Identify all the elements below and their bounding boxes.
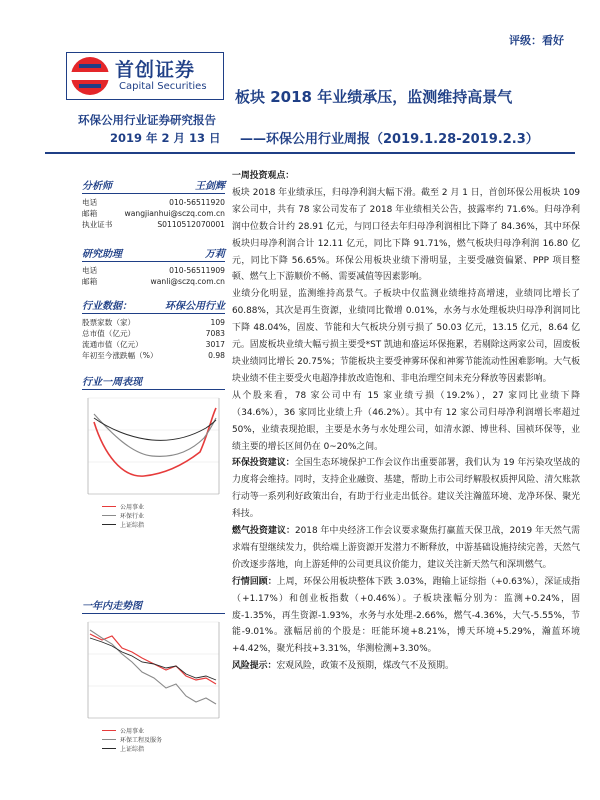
assistant-heading xyxy=(82,246,225,262)
paragraph-stocks: 从个股来看，78 家公司中有 15 家业绩亏损（19.2%），27 家同比业绩下降（34.6%），36 家同比业绩上升（46.2%）。其中有 12 家公司归母净利润增长率超过 50%，业绩表现抢眼，主要是水务与水处理公司，如清水源、博世科、国祯环保等，业绩主要的增长区间仍在 0~20%之间。 xyxy=(232,390,580,452)
industry-label: 行业数据： xyxy=(82,301,132,312)
risk-label: 风险提示： xyxy=(232,661,277,672)
analyst-email[interactable]: wangjianhui@sczq.com.cn xyxy=(124,209,225,218)
logo-chinese-name: 首创证券 xyxy=(115,59,196,81)
industry-heading xyxy=(82,298,225,314)
market-review-text: 上周，环保公用板块整体下跌 3.03%，跑输上证综指（+0.63%），深证成指（+1.17%）和创业板指数（+0.46%）。子板块涨幅分别为：监测+0.24%，固废-1.35%，再生资源-1.93%，水务与水处理-2.66%，燃气-4.36%，大气-5.55%，节能-9.01%。涨幅居前的个股是：旺能环境+8.21%，博天环境+5.29%，瀚蓝环境+4.42%，聚光科技+3.31%，华测检测+3.30%。 xyxy=(232,576,580,655)
industry-data-block xyxy=(82,298,225,361)
legend-label: 公用事业 xyxy=(120,504,145,511)
assistant-phone-row xyxy=(82,265,225,276)
analyst-name: 王剑辉 xyxy=(195,181,225,192)
week-line-shanghai-index xyxy=(94,418,216,440)
assistant-name: 万莉 xyxy=(205,249,225,260)
field-label: 邮箱 xyxy=(82,277,98,286)
week-chart-legend xyxy=(102,502,144,529)
analyst-email-row xyxy=(82,208,225,219)
report-date: 2019 年 2 月 13 日 xyxy=(110,131,221,145)
rating-label: 评级：看好 xyxy=(509,34,564,47)
assistant-phone: 010-56511909 xyxy=(169,266,225,275)
legend-label: 上证综指 xyxy=(120,522,145,529)
investment-view-heading: 一周投资观点： xyxy=(232,171,295,181)
field-label: 执业证书 xyxy=(82,220,113,229)
legend-label: 上证综指 xyxy=(120,746,145,753)
legend-item xyxy=(102,744,162,753)
week-chart-block xyxy=(82,374,225,529)
field-value: 7083 xyxy=(205,329,225,338)
env-advice-text: 全国生态环境保护工作会议作出重要部署，我们认为 19 年污染攻坚战的力度将会维持。同时，支持企业融资、基建，帮助上市公司纾解股权质押风险、清欠账款行动等一系列利好政策出台，有助于行业走出低谷。建议关注瀚蓝环境、龙净环保、聚光科技。 xyxy=(232,458,580,520)
report-body xyxy=(232,168,580,675)
year-chart-block xyxy=(82,598,225,753)
industry-row xyxy=(82,317,225,328)
year-line-environment-services xyxy=(90,630,216,704)
legend-item xyxy=(102,735,162,744)
paragraph-env-advice xyxy=(232,455,580,523)
field-label: 电话 xyxy=(82,266,98,275)
legend-label: 环保行业 xyxy=(120,513,145,520)
analyst-label: 分析师 xyxy=(82,181,112,192)
analyst-cert: S0110512070001 xyxy=(157,220,225,229)
assistant-email[interactable]: wanli@sczq.com.cn xyxy=(150,277,225,286)
legend-swatch-icon xyxy=(102,730,116,731)
year-chart-legend xyxy=(102,726,162,753)
legend-label: 公用事业 xyxy=(120,728,145,735)
analyst-phone: 010-56511920 xyxy=(169,198,225,207)
logo-english-name: Capital Securities xyxy=(119,81,207,92)
legend-label: 环保工程及服务 xyxy=(120,737,163,744)
legend-item xyxy=(102,726,162,735)
env-advice-label: 环保投资建议： xyxy=(232,458,295,469)
assistant-label: 研究助理 xyxy=(82,249,122,260)
industry-row xyxy=(82,350,225,361)
analyst-heading xyxy=(82,178,225,194)
header-divider xyxy=(45,152,575,154)
field-label: 流通市值（亿元） xyxy=(82,340,143,349)
field-value: 109 xyxy=(210,318,225,327)
assistant-block xyxy=(82,246,225,287)
page-title: 板块 2018 年业绩承压，监测维持高景气 xyxy=(235,88,513,106)
gas-advice-label: 燃气投资建议： xyxy=(232,526,296,537)
year-line-shanghai-index xyxy=(90,638,216,680)
week-line-environment xyxy=(94,414,216,456)
week-chart xyxy=(82,394,225,498)
year-chart-title: 一年内走势图 xyxy=(82,601,142,612)
legend-swatch-icon xyxy=(102,524,116,525)
legend-swatch-icon xyxy=(102,748,116,749)
legend-swatch-icon xyxy=(102,515,116,516)
industry-row xyxy=(82,339,225,350)
legend-swatch-icon xyxy=(102,506,116,507)
risk-text: 宏观风险，政策不及预期，煤改气不及预期。 xyxy=(276,661,454,672)
legend-swatch-icon xyxy=(102,739,116,740)
legend-item xyxy=(102,520,144,529)
company-logo xyxy=(66,52,224,100)
paragraph-divergence: 业绩分化明显，监测维持高景气。子板块中仅监测业绩维持高增速，业绩同比增长了 60.88%，其次是再生资源，业绩同比微增 0.01%，水务与水处理板块归母净利润同比下降 48.04%，固废、节能和大气板块分别亏损了 50.03 亿元，13.15 亿元，8.64 亿元。固废板块业绩大幅亏损主要受*ST 凯迪和盛运环保拖累，若剔除这两家公司，固废板块业绩同比增长 20.75%；节能板块主要受神雾环保和神雾节能流动性困难影响。大气板块业绩不佳主要受火电超净排放改造饱和、非电治理空间未充分释放等因素影响。 xyxy=(232,289,580,384)
week-chart-title: 行业一周表现 xyxy=(82,377,142,388)
paragraph-market-review xyxy=(232,574,580,659)
field-label: 总市值（亿元） xyxy=(82,329,136,338)
industry-name: 环保公用行业 xyxy=(165,301,225,312)
analyst-phone-row xyxy=(82,197,225,208)
report-header xyxy=(0,0,600,160)
gas-advice-text: 2018 年中央经济工作会议要求聚焦打赢蓝天保卫战，2019 年天然气需求端有望继续发力，供给端上游资源开发潜力不断释放，中游基础设施持续完善，天然气价改逐步落地，向上游延伸的公司更具议价能力，建议关注新天然气和深圳燃气。 xyxy=(232,526,581,570)
analyst-cert-row xyxy=(82,219,225,230)
year-chart xyxy=(82,618,225,722)
legend-item xyxy=(102,502,144,511)
field-label: 邮箱 xyxy=(82,209,98,218)
field-label: 股票家数（家） xyxy=(82,318,136,327)
week-chart-heading xyxy=(82,374,225,390)
legend-item xyxy=(102,511,144,520)
paragraph-gas-advice xyxy=(232,523,580,574)
field-label: 电话 xyxy=(82,198,98,207)
week-line-public-utilities xyxy=(94,408,216,476)
assistant-email-row xyxy=(82,276,225,287)
field-value: 3017 xyxy=(205,340,225,349)
report-type: 环保公用行业证券研究报告 xyxy=(78,113,216,127)
paragraph-performance: 板块 2018 年业绩承压，归母净利润大幅下滑。截至 2 月 1 日，首创环保公用板块 109 家公司中，共有 78 家公司发布了 2018 年业绩相关公告，披露率约 71.6%。归母净利润中位数合计约 28.91 亿元，与同口径去年归母净利润相比下降了 84.36%，其中环保板块归母净利润合计 12.11 亿元，同比下降 91.71%，燃气板块归母净利润 16.80 亿元，同比下降 56.65%。环保公用板块业绩下滑明显，主要受融资偏紧、PPP 项目整顿、燃气上下游顺价不畅、需要减值等因素影响。 xyxy=(232,187,580,283)
industry-row xyxy=(82,328,225,339)
logo-mark-icon xyxy=(69,55,111,97)
market-review-label: 行情回顾： xyxy=(232,576,277,587)
analyst-block xyxy=(82,178,225,230)
year-chart-svg xyxy=(82,618,225,722)
field-label: 年初至今涨跌幅（%） xyxy=(82,351,158,360)
paragraph-risk xyxy=(232,658,580,675)
week-chart-svg xyxy=(82,394,225,498)
report-subtitle: ——环保公用行业周报（2019.1.28-2019.2.3） xyxy=(240,132,539,147)
field-value: 0.98 xyxy=(208,351,225,360)
year-chart-heading xyxy=(82,598,225,614)
